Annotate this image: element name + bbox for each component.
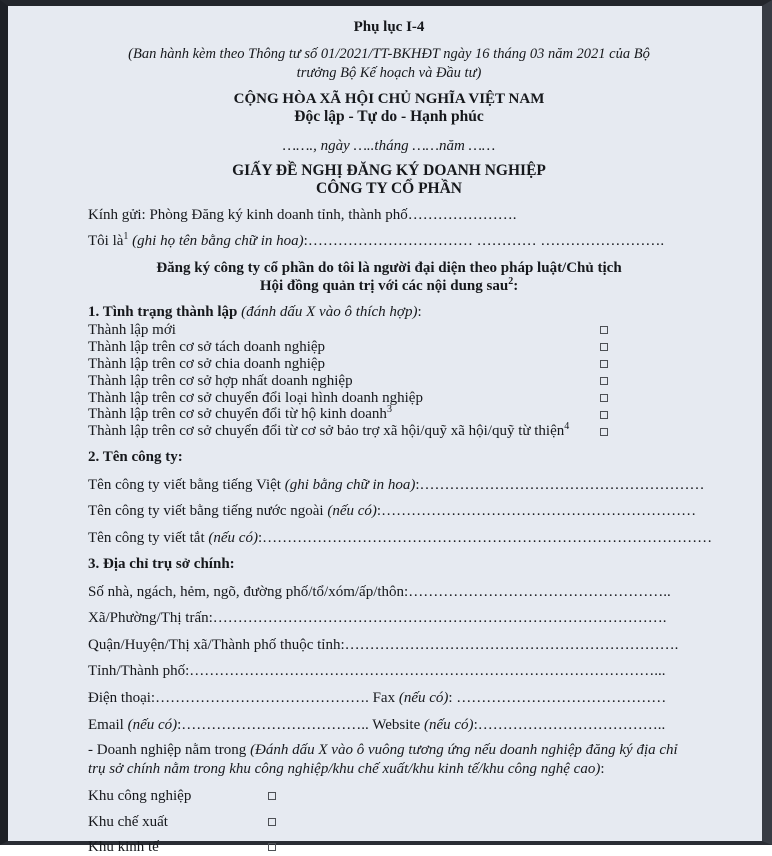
status-option-label xyxy=(88,373,353,390)
zone-instruction-prefix: - Doanh nghiệp nằm trong xyxy=(88,741,251,758)
status-option-row xyxy=(88,423,690,440)
fax-label: Fax xyxy=(368,689,399,706)
email-label: Email xyxy=(88,716,128,733)
phone-fax-field xyxy=(88,689,690,707)
section3-title: 3. Địa chỉ trụ sở chính: xyxy=(88,556,235,573)
zone-label: Khu kinh tế xyxy=(88,839,159,856)
zone-label: Khu chế xuất xyxy=(88,813,168,830)
status-option-row xyxy=(88,373,690,390)
checkbox-charity-fund-conversion[interactable] xyxy=(600,428,608,436)
zone-instruction-note: (Đánh dấu X vào ô vuông tương ứng nếu doanh nghiệp đăng ký địa chỉ trụ sở chính nằm trong khu công nghiệp/khu chế xuất/khu kinh tế/khu công nghệ cao) xyxy=(88,741,678,778)
checkbox-separation[interactable] xyxy=(600,343,608,351)
addressee-text: Kính gửi: Phòng Đăng ký kinh doanh tỉnh, thành phố…………………. xyxy=(88,207,517,223)
status-option-text: Thành lập trên cơ sở chuyển đổi loại hình doanh nghiệp xyxy=(88,389,423,406)
form-title-line2: CÔNG TY CỔ PHẦN xyxy=(316,180,462,197)
status-option-footnote: 3 xyxy=(386,404,392,416)
checkbox-new-establishment[interactable] xyxy=(600,326,608,334)
phone-fill-dots: :……………………………………. xyxy=(150,689,369,706)
addressee-line xyxy=(88,206,690,224)
email-fill-dots: :……………………………….. xyxy=(177,716,369,733)
email-note: (nếu có) xyxy=(127,716,178,733)
email-website-field xyxy=(88,716,690,734)
issuance-note: (Ban hành kèm theo Thông tư số 01/2021/TT-BKHĐT ngày 16 tháng 03 năm 2021 của Bộ trưởng Bộ Kế hoạch và Đầu tư) xyxy=(128,46,650,81)
field-note: (nếu có) xyxy=(204,530,258,547)
company-name-vietnamese-field xyxy=(88,476,705,494)
registration-statement xyxy=(88,259,690,295)
republic-title: CỘNG HÒA XÃ HỘI CHỦ NGHĨA VIỆT NAM xyxy=(233,91,545,107)
zone-row-economic xyxy=(88,838,690,856)
declarant-fill-dots: :…………………………… ………… ……………………. xyxy=(303,233,665,249)
field-label: Tên công ty viết bằng tiếng nước ngoài xyxy=(88,503,324,520)
status-option-label xyxy=(88,356,325,373)
statement-line2 xyxy=(88,277,690,295)
province-field: Tỉnh/Thành phố:…………………………………………………………………………………... xyxy=(88,663,666,680)
field-fill-dots: :………………………………………………… xyxy=(415,476,705,493)
appendix-title: Phụ lục I-4 xyxy=(353,19,425,35)
checkbox-consolidation[interactable] xyxy=(600,377,608,385)
status-option-text: Thành lập trên cơ sở chuyển đổi từ cơ sở bảo trợ xã hội/quỹ xã hội/quỹ từ thiện xyxy=(88,423,565,440)
status-option-label xyxy=(88,390,423,407)
zone-label: Khu công nghiệp xyxy=(88,788,192,805)
field-note: (ghi bằng chữ in hoa) xyxy=(280,476,416,493)
status-option-text: Thành lập trên cơ sở chia doanh nghiệp xyxy=(88,355,326,372)
zone-instruction xyxy=(88,741,690,780)
section2-title: 2. Tên công ty: xyxy=(88,449,183,466)
checkbox-export-processing-zone[interactable] xyxy=(268,818,276,826)
status-option-text: Thành lập trên cơ sở tách doanh nghiệp xyxy=(88,338,326,355)
status-option-label xyxy=(88,339,325,356)
company-name-foreign-field xyxy=(88,502,697,520)
zone-row-export-processing xyxy=(88,813,690,831)
field-note: (nếu có) xyxy=(323,503,377,520)
status-option-label xyxy=(88,423,569,440)
section1-title-colon: : xyxy=(417,304,422,320)
status-option-row xyxy=(88,356,690,373)
fax-fill-dots: : …………………………………… xyxy=(448,689,667,706)
checkbox-household-conversion[interactable] xyxy=(600,411,608,419)
statement-line2-text: Hội đồng quản trị với các nội dung sau xyxy=(259,278,509,294)
district-field: Quận/Huyện/Thị xã/Thành phố thuộc tỉnh:…………………………………………………………. xyxy=(88,636,679,653)
website-fill-dots: :……………………………….. xyxy=(473,716,666,733)
zone-instruction-colon: : xyxy=(600,761,605,778)
field-label: Tên công ty viết bằng tiếng Việt xyxy=(88,476,281,493)
section1-title-note: (đánh dấu X vào ô thích hợp) xyxy=(237,304,418,320)
national-motto: Độc lập - Tự do - Hạnh phúc xyxy=(294,108,484,125)
ward-field: Xã/Phường/Thị trấn:………………………………………………………………………………. xyxy=(88,610,667,627)
status-option-row xyxy=(88,322,690,339)
footnote-ref-2: 2 xyxy=(508,276,514,287)
status-option-label xyxy=(88,406,392,423)
fax-note: (nếu có) xyxy=(398,689,449,706)
checkbox-type-conversion[interactable] xyxy=(600,394,608,402)
declarant-note: (ghi họ tên bằng chữ in hoa) xyxy=(128,233,304,249)
date-line: ……., ngày …..tháng ……năm …… xyxy=(282,138,496,154)
status-option-label xyxy=(88,322,176,339)
statement-line2-colon: : xyxy=(513,278,519,294)
form-title-line1: GIẤY ĐỀ NGHỊ ĐĂNG KÝ DOANH NGHIỆP xyxy=(232,162,546,179)
field-fill-dots: :……………………………………………………… xyxy=(376,503,697,520)
company-name-abbreviated-field xyxy=(88,529,713,547)
section1-title: 1. Tình trạng thành lập xyxy=(88,304,238,320)
statement-line1: Đăng ký công ty cổ phần do tôi là người đại diện theo pháp luật/Chủ tịch xyxy=(156,260,622,276)
field-label: Tên công ty viết tắt xyxy=(88,530,205,547)
status-option-footnote: 4 xyxy=(564,421,570,433)
status-option-row xyxy=(88,406,690,423)
status-option-text: Thành lập mới xyxy=(88,322,176,338)
section1-heading xyxy=(88,303,690,322)
phone-label: Điện thoại xyxy=(88,689,151,706)
checkbox-division[interactable] xyxy=(600,360,608,368)
status-option-text: Thành lập trên cơ sở chuyển đổi từ hộ kinh doanh xyxy=(88,406,387,423)
declarant-prefix: Tôi là xyxy=(88,233,124,249)
checkbox-economic-zone[interactable] xyxy=(268,843,276,851)
field-fill-dots: :……………………………………………………………………………… xyxy=(257,530,713,547)
website-note: (nếu có) xyxy=(424,716,474,733)
zone-row-industrial xyxy=(88,787,690,805)
street-address-field: Số nhà, ngách, hẻm, ngõ, đường phố/tổ/xóm/ấp/thôn:…………………………………………….. xyxy=(88,583,671,600)
checkbox-industrial-zone[interactable] xyxy=(268,792,276,800)
status-option-text: Thành lập trên cơ sở hợp nhất doanh nghiệp xyxy=(88,372,353,389)
website-label: Website xyxy=(368,716,424,733)
footnote-ref-1: 1 xyxy=(123,231,129,242)
declarant-line xyxy=(88,232,690,250)
status-option-row xyxy=(88,339,690,356)
